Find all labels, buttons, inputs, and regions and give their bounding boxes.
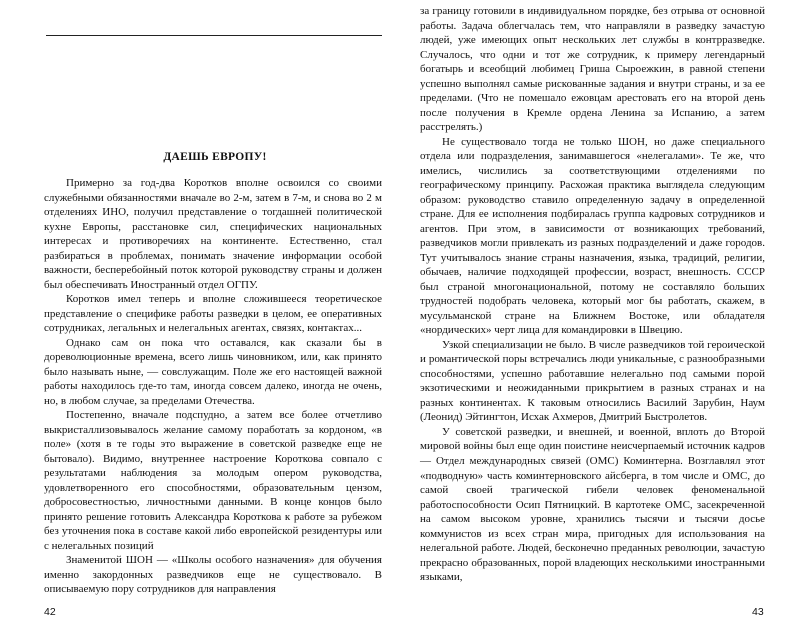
header-rule [46,35,382,36]
paragraph: У советской разведки, и внешней, и военной, вплоть до Второй мировой войны был еще один поистине неисчерпаемый источник кадров — Отдел международных связей (ОМС) Коминтерна. Возглавлял этот «подводную» часть коминтерновского айсберга, в том числе и ОМС, до самой своей трагической гибели человек феноменальной работоспособности Осип Пятницкий. В картотеке ОМС, засекреченной на самом высоком уровне, хранились тысячи и тысячи досье коммунистов из всех стран мира, пригодных для использования на нелегальной работе. Людей, бесконечно преданных революции, зачастую прекрасно образованных, порой владеющих несколькими иностранными языками, [420,425,765,584]
chapter-heading: ДАЕШЬ ЕВРОПУ! [163,151,267,163]
paragraph: за границу готовили в индивидуальном порядке, без отрыва от основной работы. Задача облегчалась тем, что направляли в разведку зачастую людей, уже имеющих опыт нескольких лет службы в контрразведке. Случалось, что одни и тот же сотрудник, к примеру легендарный богатырь и всеобщий любимец Гриша Сыроежкин, в равной степени успешно выполнял самые рискованные задания и внутри страны, и за ее пределами. (Что не помешало ежовцам арестовать его на второй день после получения в Кремле ордена Ленина за Испанию, а затем расстрелять.) [420,5,765,134]
left-page-text [44,176,382,597]
paragraph: Постепенно, вначале подспудно, а затем все более отчетливо выкристаллизовывалось желание самому поработать за кордоном, «в поле» (хотя в те годы это выражение в советской разведке еще не бытовало). Видимо, внутреннее настроение Короткова совпало с результатами наблюдения за молодым опером руководства, удовлетворенного его способностями, образовательным цензом, добросовестностью, личностными данными. В конце концов было принято решение готовить Александра Короткова к работе за рубежом без уточнения пока в составе какой либо европейской резидентуры или с нелегальных позиций [44,409,382,552]
paragraph: Коротков имел теперь и вполне сложившееся теоретическое представление о специфике работы разведки в целом, ее оперативных сотрудниках, легальных и нелегальных агентах, связях, контактах... [44,293,382,335]
paragraph: Не существовало тогда не только ШОН, но даже специального отдела или подразделения, занимавшегося «нелегалами». Те же, что имелись, числились за соответствующими отделениями по географическому принципу. Расхожая практика выглядела следующим образом: руководство ставило определенную задачу в определенной стране. Для ее исполнения подбиралась группа кадровых сотрудников и агентов. При этом, в зависимости от возникающих требований, разведчиков могли привлекать из разных подразделений и даже городов. Тут учитывалось знание страны назначения, языка, традиций, религии, обычаев, наличие подходящей профессии, возраст, внешность. СССР был страной многонациональной, потому не составляло больших трудностей подобрать человека, который мог бы работать, скажем, в мусульманской стране на Ближнем Востоке, или обладателя «нордических» черт лица для командировки в Швецию. [420,135,765,337]
paragraph: Узкой специализации не было. В числе разведчиков той героической и романтической поры встречались люди уникальные, с разнообразными способностями, успешно работавшие нелегально под самыми порой экзотическими и неожиданными прикрытием в разных странах и на разных континентах. К таковым относились Василий Зарубин, Наум (Леонид) Эйтингтон, Исхак Ахмеров, Дмитрий Быстролетов. [420,338,765,424]
page-number: 42 [44,606,56,618]
right-page-text [420,4,765,585]
right-page [400,0,800,636]
page-number: 43 [752,606,764,618]
paragraph: Примерно за год-два Коротков вполне освоился со своими служебными обязанностями вначале во 2-м, затем в 7-м, и снова во 2 м отделениях ИНО, получил представление о тогдашней политической кухне Европы, расстановке сил, специфических национальных интересах и противоречиях на континенте. Естественно, стал разбираться в проблемах, понимать значение информации особой важности, бесперебойный поток которой руководству страны и должен был обеспечивать Иностранный отдел ОГПУ. [44,177,382,291]
paragraph: Знаменитой ШОН — «Школы особого назначения» для обучения именно закордонных разведчиков еще не существовало. В описываемую пору сотрудников для направления [44,554,382,596]
paragraph: Однако сам он пока что оставался, как сказали бы в дореволюционные времена, всего лишь чиновником, или, как принято было называть ныне, — совслужащим. Поле же его настоящей важной работы находилось где-то там, иногда совсем далеко, иногда не очень, но, в любом случае, за пределами Отечества. [44,336,382,407]
